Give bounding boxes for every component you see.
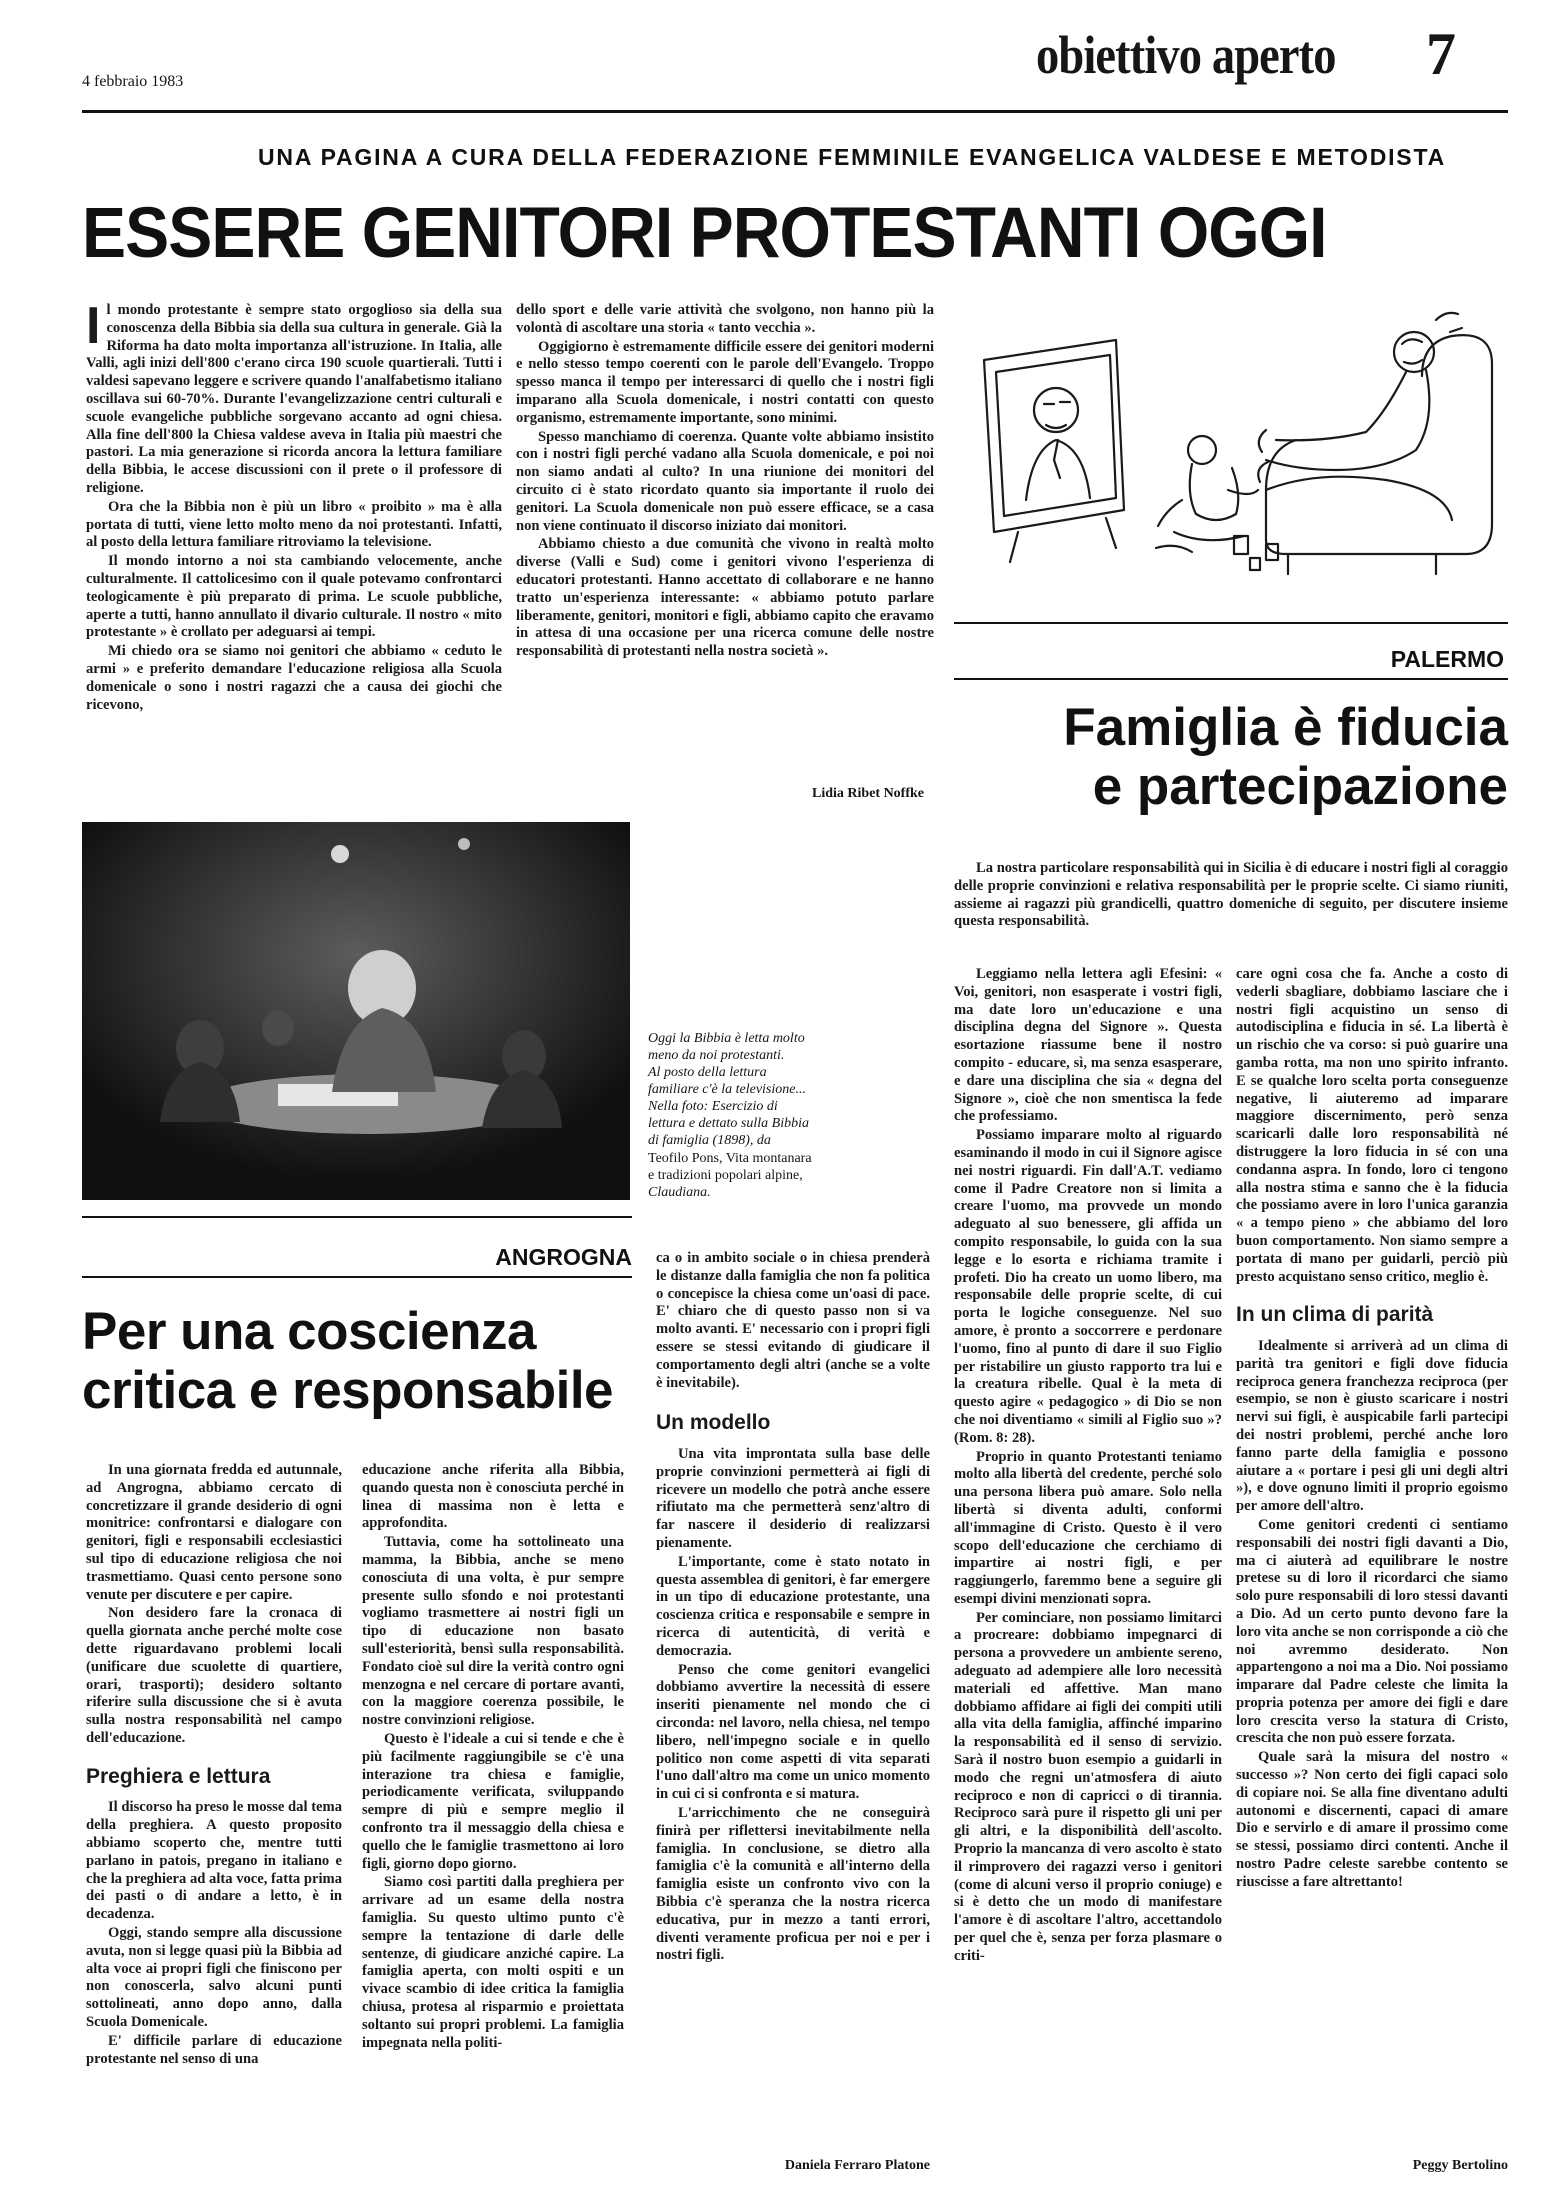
angrogna-column-2 — [362, 1462, 624, 2162]
angrogna-paragraph: In una giornata fredda ed autunnale, ad Angrogna, abbiamo cercato di concretizzare il grande desiderio di ogni monitrice: confrontarsi e dialogare con genitori, figli e responsabili ecclesiastici sul tipo di educazione religiosa che noi trasmettiamo. Quasi cento persone sono venute per discutere e per capire. — [86, 1462, 342, 1603]
article1-paragraph: Spesso manchiamo di coerenza. Quante volte abbiamo insistito con i nostri figli perché vadano alla Scuola domenicale, e poi noi non siamo andati al culto? In una riunione dei monitori del circuito ci è stato ricordato quanto sia importante il ruolo dei genitori. La Scuola domenicale non può essere efficace, se a casa non viene continuato il discorso iniziato dai monitori. — [516, 428, 934, 534]
palermo-paragraph: Possiamo imparare molto al riguardo esaminando il modo in cui il Signore agisce nei nostri riguardi. Fin dall'A.T. vediamo come il Padre Creatore non si limita a creare l'uomo, ma provvede un mondo adeguato al suo benessere, gli affida un compito responsabile, lo guida con la sua legge e lo esorta e richiama tramite i profeti. Dio ha creato un uomo libero, ma responsabile delle proprie scelte, di cui porta le logiche conseguenze. Nel suo amore, è pronto a soccorrere e perdonare l'uomo, fino al punto di dare il suo Figlio per ristabilire un giusto rapporto tra lui e la creatura ribelle. Qual è la meta di questo agire « pedagogico » di Dio se non che noi diventiamo « simili al Figlio suo »? (Rom. 8: 28). — [954, 1127, 1222, 1446]
angrogna-subhead-model: Un modello — [656, 1411, 771, 1435]
caption-line: Claudiana. — [648, 1184, 711, 1200]
angrogna-kicker-rule — [82, 1276, 632, 1278]
palermo-paragraph: Proprio in quanto Protestanti teniamo molto alla libertà del credente, perché solo una persona libera può amare. Solo nella libertà si diventa adulti, conformi all'immagine di Cristo. Questo è il vero scopo dell'educazione che cerchiamo di impartire ai nostri figli, e per raggiungerlo, faremmo bene a seguire gli esempi divini menzionati sopra. — [954, 1448, 1222, 1607]
article1-paragraph: Mi chiedo ora se siamo noi genitori che abbiamo « ceduto le armi » e preferito demandare l'educazione religiosa alla Scuola domenicale o sono i nostri ragazzi che a causa dei giochi che ricevono, — [86, 643, 502, 713]
caption-line: familiare c'è la televisione... — [648, 1082, 806, 1098]
palermo-title-line: e partecipazione — [1092, 757, 1508, 817]
angrogna-paragraph: Non desidero fare la cronaca di quella giornata anche perché molte cose dette riguardavano problemi locali (unificare due scuolette di quartiere, orari, trasporti); desidero soltanto riferire sulla discussione che si è avuta sulla nostra responsabilità nel campo dell'educazione. — [86, 1605, 342, 1746]
caption-line: lettura e dettato sulla Bibbia — [648, 1116, 809, 1132]
caption-line: Nella foto: Esercizio di — [648, 1099, 778, 1115]
angrogna-paragraph: Una vita improntata sulla base delle proprie convinzioni permetterà ai figli di ricevere un modello che potrà anche essere rifiutato ma che permetterà senz'altro di far nascere il desiderio di realizzarsi pienamente. — [656, 1445, 930, 1551]
angrogna-paragraph: L'arricchimento che ne conseguirà finirà per riflettersi inevitabilmente nella famiglia. In conclusione, se dietro alla famiglia c'è la comunità e all'interno della famiglia esiste un confronto vivo con la Bibbia c'è speranza che la nostra ricerca educativa, pur in mezzo a tanti errori, diventi veramente proficua per noi e per i nostri figli. — [656, 1804, 930, 1964]
palermo-paragraph: Quale sarà la misura del nostro « successo »? Non certo dei figli capaci solo di copiare noi. Se alla fine diventano adulti autonomi e discernenti, capaci di amare Dio e servirlo e di amare il prossimo come se stessi, possiamo dirci contenti. Anche il nostro Padre celeste sarebbe contento se riuscisse a fare altrettanto! — [1236, 1749, 1508, 1890]
article1-paragraph: Ora che la Bibbia non è più un libro « proibito » ma è alla portata di tutti, viene letto molto meno da noi protestanti. Infatti, al posto della lettura familiare ritroviamo la televisione. — [86, 498, 502, 551]
angrogna-paragraph: educazione anche riferita alla Bibbia, quando questa non è conosciuta perché in linea di massima non è letta e approfondita. — [362, 1462, 624, 1532]
angrogna-signature: Daniela Ferraro Platone — [784, 2158, 930, 2173]
palermo-column-1 — [954, 966, 1222, 2190]
article1-paragraph: l mondo protestante è sempre stato orgoglioso sia della sua conoscenza della Bibbia sia della sua cultura in generale. Già la Riforma ha dato molta importanza all'istruzione. In Italia, alle Valli, agli inizi dell'800 c'erano circa 190 scuole quartierali. Tutti i valdesi sapevano leggere e scrivere quando l'analfabetismo italiano oscillava sui 60-70%. Durante l'evangelizzazione centri culturali e scuole evangeliche pubbliche sorgevano accanto ad ogni chiesa. Alla fine dell'800 la Chiesa valdese aveva in Italia più maestri che pastori. La mia generazione si ricorda ancora la lettura familiare della Bibbia, le accese discussioni con il prete o il professore di religione. — [86, 302, 502, 496]
caption-line: e tradizioni popolari alpine, — [648, 1167, 803, 1183]
angrogna-paragraph: Questo è l'ideale a cui si tende e che è più facilmente raggiungibile se c'è una interazione tra chiesa e famiglie, periodicamente verificata, sviluppando sempre di più e sempre meglio il confronto tra il messaggio della chiesa e quello che le famiglie trasmettono ai loro figli, giorno dopo giorno. — [362, 1730, 624, 1872]
article1-paragraph: dello sport e delle varie attività che svolgono, non hanno più la volontà di ascoltare una storia « tanto vecchia ». — [516, 302, 934, 336]
angrogna-subhead-prayer: Preghiera e lettura — [86, 1764, 271, 1788]
caption-line: meno da noi protestanti. — [648, 1048, 785, 1064]
angrogna-paragraph: Penso che come genitori evangelici dobbiamo avvertire la necessità di essere inseriti pienamente nel mondo che ci circonda: nel lavoro, nella chiesa, nel tempo libero, nell'impegno sociale e in quello politico non come aspetti di vita separati l'uno dall'altro ma come un unico momento in cui ci si confronta e si matura. — [656, 1661, 930, 1803]
drop-cap: I — [86, 302, 101, 355]
tv-cartoon-illustration — [966, 300, 1506, 582]
caption-line: di famiglia (1898), da — [648, 1133, 771, 1149]
palermo-rule — [954, 622, 1508, 624]
angrogna-column-1 — [86, 1462, 342, 2162]
section-name: obiettivo aperto — [1036, 25, 1336, 85]
photograph-family-reading — [82, 822, 630, 1200]
angrogna-title-line: Per una coscienza — [82, 1302, 536, 1361]
angrogna-title-line: critica e responsabile — [82, 1361, 614, 1421]
issue-date: 4 febbraio 1983 — [82, 73, 184, 90]
angrogna-rule — [82, 1216, 632, 1218]
angrogna-paragraph: E' difficile parlare di educazione protestante nel senso di una — [86, 2032, 342, 2067]
palermo-paragraph: Per cominciare, non possiamo limitarci a procreare: dobbiamo impegnarci di persona a provvedere un ambiente sereno, adeguato ad adempiere alle loro necessità materiali ed affettive. Man mano dobbiamo affidare ai figli dei compiti utili alla vita della famiglia, affinché imparino la responsabilità ed il senso di servizio. Sarà il nostro buon esempio a guidarli in modo che regni un'atmosfera di aiuto reciproco e non di capricci o di tirannia. Reciproco sarà pure il rispetto gli uni per gli altri, e la disponibilità dell'ascolto. Proprio la mancanza di vero ascolto è stato il rimprovero dei ragazzi verso i genitori (come di alcuni verso il proprio coniuge) e si è detto che un modo di manifestare l'amore è di ascoltare l'altro, accettandolo per quel che è, senza per forza plasmare o criti- — [954, 1609, 1222, 1964]
palermo-paragraph: Come genitori credenti ci sentiamo responsabili dei nostri figli davanti a Dio, ma ci aiuterà ad equilibrare le nostre pretese su di loro il ricordarci che siamo solo pure responsabili di loro stessi davanti a Dio. Ad un certo punto devono fare la loro vita anche se non corrisponde a ciò che noi avremmo desiderato. Non appartengono a noi ma a Dio. Noi possiamo imparare dal Padre celeste che limita la propria potenza per amore dei figli e dare loro crescita verso la statura di Cristo, crescita che non può essere forzata. — [1236, 1516, 1508, 1747]
palermo-intro — [954, 860, 1508, 940]
palermo-column-2 — [1236, 966, 1508, 2146]
angrogna-kicker: ANGROGNA — [495, 1244, 632, 1270]
article1-paragraph: Abbiamo chiesto a due comunità che vivono in realtà molto diverse (Valli e Sud) come i genitori vivono l'esperienza di educatori protestanti. Hanno accettato di collaborare e ne hanno tratto un'esperienza interessante: « abbiamo potuto parlare liberamente, genitori, monitori e figli, abbiamo capito che eravamo in attesa di una occasione per una ricerca comune delle nostre responsabilità di protestanti nella nostra società ». — [516, 536, 934, 660]
article1-signature: Lidia Ribet Noffke — [812, 786, 924, 801]
palermo-subhead: In un clima di parità — [1236, 1303, 1434, 1327]
angrogna-paragraph: Tuttavia, come ha sottolineato una mamma, la Bibbia, anche se meno conosciuta di una volta, è pur sempre presente sullo sfondo e noi protestanti vogliamo trasmettere ai nostri figli un tipo di educazione non basato sull'esteriorità, bensì sulla responsabilità. Fondato cioè sul dire la verità contro ogni menzogna e nel cercare di portare avanti, con la maggiore coerenza possibile, le nostre convinzioni religiose. — [362, 1534, 624, 1729]
article1-paragraph: Oggigiorno è estremamente difficile essere dei genitori moderni e nello stesso tempo coerenti con le parole dell'Evangelo. Troppo spesso manca il tempo per interessarci di quello che i nostri figli imparano alla Scuola domenicale, i nostri contatti con questo organismo, estremamente importante, sono minimi. — [516, 338, 934, 426]
angrogna-title — [82, 1302, 642, 1421]
article1-column-1 — [86, 302, 502, 802]
palermo-title-line: Famiglia è fiducia — [1063, 698, 1508, 757]
palermo-intro-text: La nostra particolare responsabilità qui in Sicilia è di educare i nostri figli al coraggio delle proprie convinzioni e relativa responsabilità per le proprie scelte. Ci siamo riuniti, assieme ai ragazzi più grandicelli, quattro domeniche di seguito, per discutere insieme questa responsabilità. — [954, 860, 1508, 930]
angrogna-paragraph: ca o in ambito sociale o in chiesa prenderà le distanze dalla famiglia che non fa politica o concepisce la chiesa come un'oasi di pace. E' chiaro che di questo passo non si va molto avanti. E' necessario con i propri figli essere se stessi evitando di giudicare il comportamento degli altri (anche se a volte è inevitabile). — [656, 1250, 930, 1391]
photo-caption — [648, 1030, 938, 1201]
angrogna-paragraph: Oggi, stando sempre alla discussione avuta, non si legge quasi più la Bibbia ad alta voce ai propri figli che finiscono per non conoscerla, salvo alcuni punti sottolineati, anno dopo anno, dalla Scuola Domenicale. — [86, 1924, 342, 2030]
palermo-paragraph: Idealmente si arriverà ad un clima di parità tra genitori e figli dove fiducia reciproca genera franchezza reciproca (per esempio, se non è giusto scaricare i nostri nervi sui figli, è auspicabile farli partecipi dei nostri problemi, perché anche loro fanno parte della famiglia e possono aiutare a « portare i pesi gli uni degli altri »), e dove ognuno limiti il proprio egoismo per amore dell'altro. — [1236, 1337, 1508, 1515]
caption-line: Al posto della lettura — [648, 1065, 767, 1081]
article1-column-2 — [516, 302, 934, 782]
main-title: ESSERE GENITORI PROTESTANTI OGGI — [82, 194, 1327, 273]
angrogna-paragraph: Siamo così partiti dalla preghiera per arrivare ad un esame della nostra famiglia. Su questo ultimo punto c'è sempre la tentazione di darle delle sentenze, di giudicare anziché capire. La famiglia aperta, con molti ospiti e un vivace scambio di idee critica la famiglia chiusa, protesa al risparmio e proiettata soltanto sui propri problemi. La famiglia impegnata nella politi- — [362, 1874, 624, 2051]
angrogna-paragraph: Il discorso ha preso le mosse dal tema della preghiera. A questo proposito abbiamo scoperto che, mentre tutti parlano in patois, pregano in italiano e che la preghiera ad alta voce, fatta prima dei pasti o di andare a letto, è in decadenza. — [86, 1799, 342, 1923]
palermo-paragraph: care ogni cosa che fa. Anche a costo di vederli sbagliare, dobbiamo lasciare che i nostri figli acquistino un senso di autodisciplina e fiducia in sé. La libertà è un rischio che va corso: si può guarire una gamba rotta, ma non uno spirito infranto. E se qualche loro scelta porta conseguenze negative, li aiuteremo ad imparare maggiore discernimento, però senza scaricarli dalle loro responsabilità né distruggere la loro fiducia in sé con una condanna aspra. In fondo, loro ci tengono alla nostra stima e sanno che è la fiducia che possiamo avere in loro l'unica garanzia « a tempo pieno » che abbiamo del loro buon comportamento. Non siamo sempre a portata di mano per guidarli, perciò più presto acquistano senso critico, meglio è. — [1236, 966, 1508, 1285]
angrogna-paragraph: L'importante, come è stato notato in questa assemblea di genitori, è far emergere in un tipo di educazione protestante, una coscienza critica e responsabile e sempre in ricerca di autenticità, di verità e democrazia. — [656, 1553, 930, 1659]
banner: UNA PAGINA A CURA DELLA FEDERAZIONE FEMMINILE EVANGELICA VALDESE E METODISTA — [258, 144, 1447, 170]
caption-line: Oggi la Bibbia è letta molto — [648, 1031, 805, 1046]
page-number: 7 — [1426, 21, 1456, 87]
palermo-signature: Peggy Bertolino — [1412, 2158, 1508, 2173]
masthead-rule — [82, 110, 1508, 113]
palermo-title — [954, 698, 1508, 817]
palermo-kicker-rule — [954, 678, 1508, 680]
palermo-paragraph: Leggiamo nella lettera agli Efesini: « Voi, genitori, non esasperate i vostri figli, ma date loro un'educazione e una disciplina degna del Signore ». Questa esortazione riassume bene il nostro compito - educare, sì, ma senza esasperare, e dare una disciplina che sia « degna del Signore », cioè che non smentisca la fede che professiamo. — [954, 966, 1222, 1125]
caption-line: Teofilo Pons, Vita montanara — [648, 1150, 812, 1166]
article1-paragraph: Il mondo intorno a noi sta cambiando velocemente, anche culturalmente. Il cattolicesimo con il quale potevamo confrontarci teologicamente è più preparato di prima. Le scuole pubbliche, aperte a tutti, hanno annullato il divario culturale. Il nostro « mito protestante » è crollato per adeguarsi ai tempi. — [86, 553, 502, 641]
section-title — [1036, 25, 1336, 85]
angrogna-column-3 — [656, 1250, 930, 2130]
palermo-kicker: PALERMO — [1390, 646, 1504, 672]
